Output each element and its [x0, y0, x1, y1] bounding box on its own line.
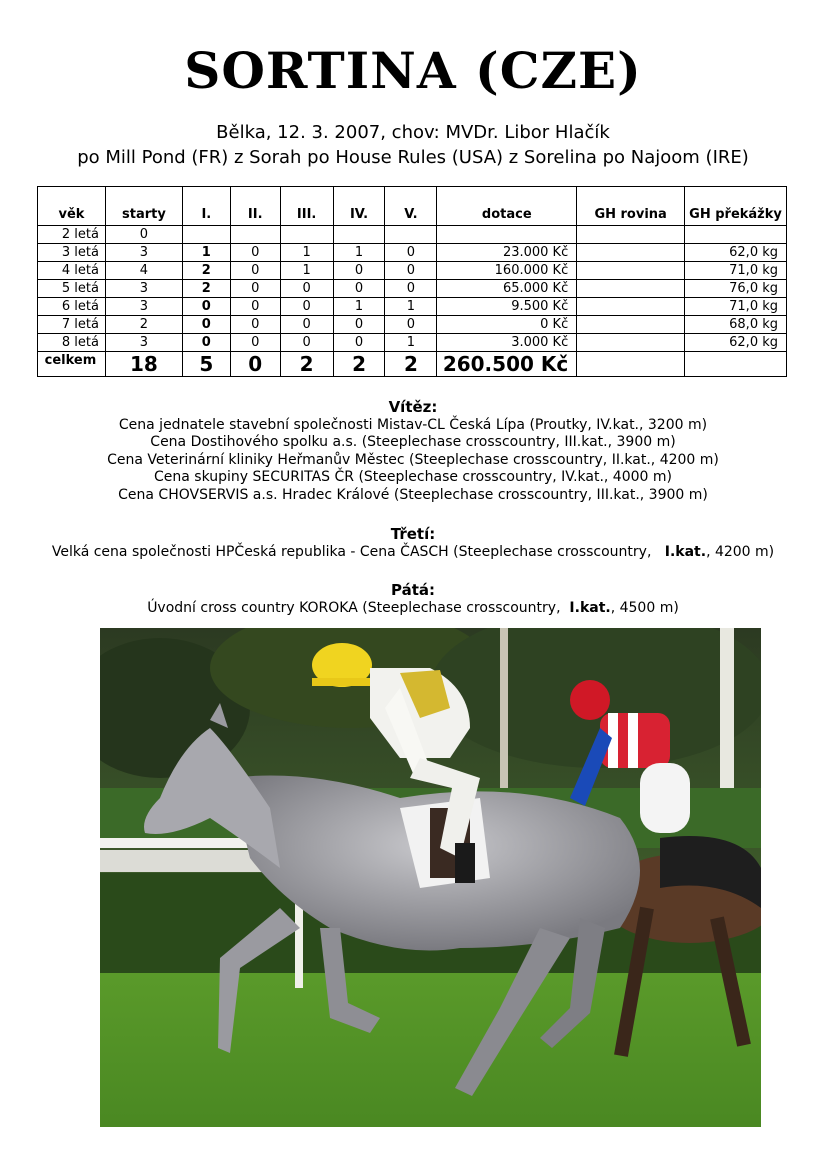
- cell-starts: 2: [105, 316, 182, 334]
- cell-prize-money: 23.000 Kč: [437, 244, 577, 262]
- cell-fourth: 0: [333, 280, 385, 298]
- cell-fifth: 0: [385, 280, 437, 298]
- header-prize-money: dotace: [437, 187, 577, 226]
- cell-gh-jumps: 68,0 kg: [685, 316, 787, 334]
- cell-first: 2: [182, 280, 230, 298]
- cell-fifth: 0: [385, 262, 437, 280]
- total-cell-first: 5: [182, 352, 230, 377]
- cell-first: 0: [182, 334, 230, 352]
- winner-heading: Vítěz:: [388, 398, 438, 416]
- cell-gh-jumps: 62,0 kg: [685, 334, 787, 352]
- table-row: [38, 262, 787, 280]
- cell-fourth: 1: [333, 298, 385, 316]
- total-cell-fifth: 2: [385, 352, 437, 377]
- fifth-race-distance: , 4500 m): [610, 599, 679, 616]
- cell-gh-flat: [577, 262, 685, 280]
- header-fifth: V.: [385, 187, 437, 226]
- cell-gh-jumps: 62,0 kg: [685, 244, 787, 262]
- cell-fourth: 0: [333, 316, 385, 334]
- cell-starts: 3: [105, 334, 182, 352]
- cell-prize-money: 160.000 Kč: [437, 262, 577, 280]
- header-second: II.: [230, 187, 280, 226]
- cell-first: 2: [182, 262, 230, 280]
- cell-second: 0: [230, 280, 280, 298]
- cell-age: 6 letá: [38, 298, 106, 316]
- cell-first: 0: [182, 298, 230, 316]
- cell-fifth: [385, 226, 437, 244]
- third-place-section: [0, 526, 826, 561]
- table-total-row: [38, 352, 787, 377]
- fifth-place-section: [0, 582, 826, 617]
- fifth-race-category: I.kat.: [569, 599, 611, 616]
- cell-gh-flat: [577, 298, 685, 316]
- total-cell-gh-flat: [577, 352, 685, 377]
- cell-age: 4 letá: [38, 262, 106, 280]
- cell-prize-money: 0 Kč: [437, 316, 577, 334]
- cell-prize-money: [437, 226, 577, 244]
- cell-starts: 3: [105, 244, 182, 262]
- cell-gh-flat: [577, 226, 685, 244]
- third-race-distance: , 4200 m): [706, 543, 775, 560]
- table-row: [38, 316, 787, 334]
- cell-fourth: 0: [333, 262, 385, 280]
- total-cell-starts: 18: [105, 352, 182, 377]
- cell-prize-money: 65.000 Kč: [437, 280, 577, 298]
- birth-breeder-line: Bělka, 12. 3. 2007, chov: MVDr. Libor Hlačík: [216, 122, 610, 143]
- fifth-race-text: Úvodní cross country KOROKA (Steeplechase crosscountry,: [147, 599, 561, 616]
- table-row: [38, 334, 787, 352]
- cell-third: 0: [280, 334, 333, 352]
- cell-age: 7 letá: [38, 316, 106, 334]
- cell-third: 0: [280, 298, 333, 316]
- cell-prize-money: 3.000 Kč: [437, 334, 577, 352]
- cell-first: [182, 226, 230, 244]
- horse-name-title: SORTINA (CZE): [184, 41, 642, 100]
- cell-fifth: 0: [385, 316, 437, 334]
- cell-fourth: [333, 226, 385, 244]
- winner-race: Cena Veterinární kliniky Heřmanův Městec (Steeplechase crosscountry, II.kat., 4200 m): [107, 451, 719, 468]
- cell-second: 0: [230, 334, 280, 352]
- cell-second: [230, 226, 280, 244]
- fifth-race: [0, 600, 826, 618]
- total-cell-age: celkem: [38, 352, 106, 377]
- fifth-heading: Pátá:: [390, 581, 435, 599]
- cell-age: 5 letá: [38, 280, 106, 298]
- cell-fifth: 1: [385, 334, 437, 352]
- third-race-text: Velká cena společnosti HPČeská republika - Cena ČASCH (Steeplechase crosscountry,: [51, 543, 652, 560]
- cell-first: 1: [182, 244, 230, 262]
- cell-starts: 3: [105, 298, 182, 316]
- cell-age: 2 letá: [38, 226, 106, 244]
- pedigree-line: po Mill Pond (FR) z Sorah po House Rules (USA) z Sorelina po Najoom (IRE): [77, 147, 749, 168]
- cell-prize-money: 9.500 Kč: [437, 298, 577, 316]
- third-race: [0, 544, 826, 562]
- table-row: [38, 244, 787, 262]
- header-third: III.: [280, 187, 333, 226]
- winner-race: Cena jednatele stavební společnosti Mistav-CL Česká Lípa (Proutky, IV.kat., 3200 m): [118, 416, 708, 433]
- cell-gh-flat: [577, 280, 685, 298]
- cell-third: [280, 226, 333, 244]
- cell-starts: 3: [105, 280, 182, 298]
- cell-gh-flat: [577, 244, 685, 262]
- table-header-row: [38, 187, 787, 226]
- cell-third: 1: [280, 244, 333, 262]
- cell-third: 1: [280, 262, 333, 280]
- winner-section: [0, 399, 826, 504]
- table-row: [38, 280, 787, 298]
- header-age: věk: [38, 187, 106, 226]
- cell-second: 0: [230, 316, 280, 334]
- header-fourth: IV.: [333, 187, 385, 226]
- table-row: [38, 298, 787, 316]
- cell-second: 0: [230, 262, 280, 280]
- cell-gh-jumps: 71,0 kg: [685, 298, 787, 316]
- header-first: I.: [182, 187, 230, 226]
- cell-age: 3 letá: [38, 244, 106, 262]
- header-gh-jumps: GH překážky: [685, 187, 787, 226]
- cell-gh-jumps: 71,0 kg: [685, 262, 787, 280]
- cell-fifth: 1: [385, 298, 437, 316]
- cell-first: 0: [182, 316, 230, 334]
- cell-gh-jumps: [685, 226, 787, 244]
- cell-fourth: 1: [333, 244, 385, 262]
- cell-starts: 0: [105, 226, 182, 244]
- total-cell-gh-jumps: [685, 352, 787, 377]
- cell-gh-jumps: 76,0 kg: [685, 280, 787, 298]
- third-heading: Třetí:: [390, 525, 436, 543]
- horse-racing-photo: [100, 628, 761, 1127]
- header-gh-flat: GH rovina: [577, 187, 685, 226]
- cell-age: 8 letá: [38, 334, 106, 352]
- cell-starts: 4: [105, 262, 182, 280]
- race-stats-table: [37, 186, 787, 377]
- winner-race: Cena skupiny SECURITAS ČR (Steeplechase crosscountry, IV.kat., 4000 m): [154, 469, 672, 485]
- total-cell-fourth: 2: [333, 352, 385, 377]
- total-cell-second: 0: [230, 352, 280, 377]
- winner-race: Cena CHOVSERVIS a.s. Hradec Králové (Steeplechase crosscountry, III.kat., 3900 m): [118, 486, 708, 503]
- cell-fourth: 0: [333, 334, 385, 352]
- cell-second: 0: [230, 244, 280, 262]
- table-row: [38, 226, 787, 244]
- header-starts: starty: [105, 187, 182, 226]
- cell-fifth: 0: [385, 244, 437, 262]
- cell-second: 0: [230, 298, 280, 316]
- winner-race: Cena Dostihového spolku a.s. (Steeplechase crosscountry, III.kat., 3900 m): [150, 434, 676, 450]
- total-cell-third: 2: [280, 352, 333, 377]
- cell-gh-flat: [577, 316, 685, 334]
- cell-third: 0: [280, 280, 333, 298]
- cell-gh-flat: [577, 334, 685, 352]
- cell-third: 0: [280, 316, 333, 334]
- third-race-category: I.kat.: [664, 543, 707, 560]
- total-cell-prize-money: 260.500 Kč: [437, 352, 577, 377]
